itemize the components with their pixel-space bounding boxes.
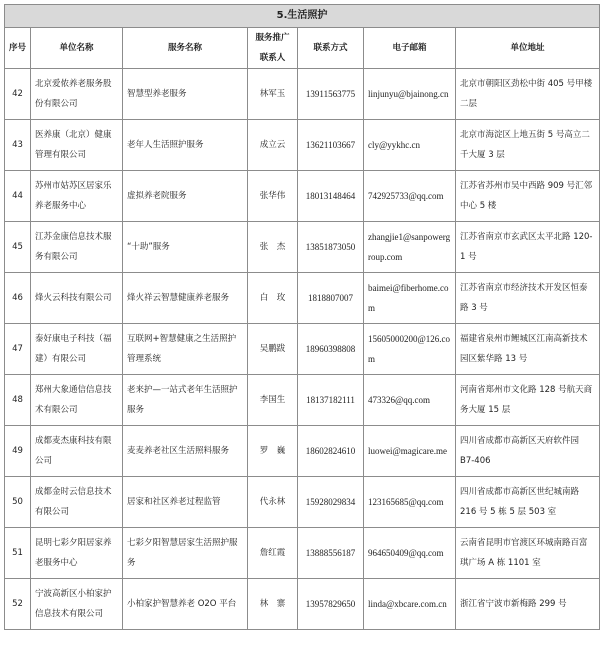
cell-contact: 吴鹏跋: [248, 324, 298, 375]
table-row: [5, 171, 600, 222]
cell-company: 昆明七彩夕阳居家养老服务中心: [31, 528, 123, 579]
cell-service: 烽火祥云智慧健康养老服务: [123, 273, 248, 324]
cell-company: 宁波高新区小柏家护信息技术有限公司: [31, 579, 123, 630]
cell-contact: 代永林: [248, 477, 298, 528]
cell-email: 473326@qq.com: [364, 375, 456, 426]
cell-address: 浙江省宁波市新梅路 299 号: [456, 579, 600, 630]
header-email: 电子邮箱: [364, 28, 456, 69]
cell-address: 河南省郑州市文化路 128 号航天商务大厦 15 层: [456, 375, 600, 426]
table-row: [5, 426, 600, 477]
cell-email: 123165685@qq.com: [364, 477, 456, 528]
cell-phone: 13888556187: [298, 528, 364, 579]
cell-contact: 张 杰: [248, 222, 298, 273]
cell-service: 麦麦养老社区生活照料服务: [123, 426, 248, 477]
table-row: [5, 579, 600, 630]
cell-phone: 13851873050: [298, 222, 364, 273]
cell-address: 云南省昆明市官渡区环城南路百富琪广场 A 栋 1101 室: [456, 528, 600, 579]
cell-email: 15605000200@126.com: [364, 324, 456, 375]
cell-no: 47: [5, 324, 31, 375]
cell-phone: 18013148464: [298, 171, 364, 222]
cell-company: 泰好康电子科技（福建）有限公司: [31, 324, 123, 375]
cell-service: 老来护—一站式老年生活照护服务: [123, 375, 248, 426]
cell-address: 福建省泉州市鲤城区江南高新技术园区紫华路 13 号: [456, 324, 600, 375]
header-company: 单位名称: [31, 28, 123, 69]
cell-no: 44: [5, 171, 31, 222]
cell-phone: 18960398808: [298, 324, 364, 375]
table-row: [5, 273, 600, 324]
cell-phone: 13957829650: [298, 579, 364, 630]
cell-email: baimei@fiberhome.com: [364, 273, 456, 324]
cell-email: cly@yykhc.cn: [364, 120, 456, 171]
cell-no: 42: [5, 69, 31, 120]
table-row: [5, 528, 600, 579]
cell-phone: 18137182111: [298, 375, 364, 426]
cell-service: 互联网+智慧健康之生活照护管理系统: [123, 324, 248, 375]
cell-address: 北京市海淀区上地五街 5 号高立二千大厦 3 层: [456, 120, 600, 171]
cell-phone: 13911563775: [298, 69, 364, 120]
cell-contact: 李国生: [248, 375, 298, 426]
cell-phone: 18602824610: [298, 426, 364, 477]
cell-service: “十助”服务: [123, 222, 248, 273]
cell-email: linjunyu@bjainong.cn: [364, 69, 456, 120]
cell-no: 43: [5, 120, 31, 171]
cell-email: linda@xbcare.com.cn: [364, 579, 456, 630]
cell-service: 虚拟养老院服务: [123, 171, 248, 222]
cell-no: 48: [5, 375, 31, 426]
cell-phone: 13621103667: [298, 120, 364, 171]
cell-service: 七彩夕阳智慧居家生活照护服务: [123, 528, 248, 579]
cell-address: 北京市朝阳区劲松中街 405 号甲楼二层: [456, 69, 600, 120]
cell-contact: 詹红霞: [248, 528, 298, 579]
cell-company: 江苏金康信息技术服务有限公司: [31, 222, 123, 273]
cell-contact: 张华伟: [248, 171, 298, 222]
section-title-row: [5, 5, 600, 28]
cell-no: 51: [5, 528, 31, 579]
cell-contact: 林军玉: [248, 69, 298, 120]
cell-phone: 1818807007: [298, 273, 364, 324]
table-row: [5, 120, 600, 171]
cell-address: 四川省成都市高新区天府软件园 B7-406: [456, 426, 600, 477]
cell-company: 成都金时云信息技术有限公司: [31, 477, 123, 528]
header-phone: 联系方式: [298, 28, 364, 69]
cell-service: 居家和社区养老过程监管: [123, 477, 248, 528]
cell-company: 成都麦杰康科技有限公司: [31, 426, 123, 477]
cell-no: 45: [5, 222, 31, 273]
table-row: [5, 69, 600, 120]
cell-no: 52: [5, 579, 31, 630]
header-no: 序号: [5, 28, 31, 69]
cell-address: 江苏省南京市玄武区太平北路 120-1 号: [456, 222, 600, 273]
service-table: [4, 4, 600, 630]
cell-company: 郑州大象通信信息技术有限公司: [31, 375, 123, 426]
cell-no: 49: [5, 426, 31, 477]
header-contact: 服务推广联系人: [248, 28, 298, 69]
cell-company: 医养康（北京）健康管理有限公司: [31, 120, 123, 171]
cell-company: 烽火云科技有限公司: [31, 273, 123, 324]
cell-service: 小柏家护智慧养老 O2O 平台: [123, 579, 248, 630]
cell-email: zhangjie1@sanpowergroup.com: [364, 222, 456, 273]
cell-no: 50: [5, 477, 31, 528]
header-row: [5, 28, 600, 69]
cell-address: 江苏省南京市经济技术开发区恒泰路 3 号: [456, 273, 600, 324]
table-row: [5, 324, 600, 375]
cell-service: 智慧型养老服务: [123, 69, 248, 120]
section-title: 5.生活照护: [5, 5, 600, 28]
cell-contact: 罗 巍: [248, 426, 298, 477]
cell-email: 964650409@qq.com: [364, 528, 456, 579]
cell-address: 江苏省苏州市吴中西路 909 号汇邻中心 5 楼: [456, 171, 600, 222]
cell-email: luowei@magicare.me: [364, 426, 456, 477]
cell-service: 老年人生活照护服务: [123, 120, 248, 171]
cell-phone: 15928029834: [298, 477, 364, 528]
header-service: 服务名称: [123, 28, 248, 69]
header-address: 单位地址: [456, 28, 600, 69]
cell-company: 北京爱侬养老服务股份有限公司: [31, 69, 123, 120]
cell-email: 742925733@qq.com: [364, 171, 456, 222]
table-row: [5, 477, 600, 528]
table-container: [4, 4, 599, 630]
cell-company: 苏州市姑苏区居家乐养老服务中心: [31, 171, 123, 222]
cell-address: 四川省成都市高新区世纪城南路 216 号 5 栋 5 层 503 室: [456, 477, 600, 528]
cell-contact: 林 寨: [248, 579, 298, 630]
cell-no: 46: [5, 273, 31, 324]
table-row: [5, 375, 600, 426]
table-row: [5, 222, 600, 273]
cell-contact: 白 玫: [248, 273, 298, 324]
cell-contact: 成立云: [248, 120, 298, 171]
